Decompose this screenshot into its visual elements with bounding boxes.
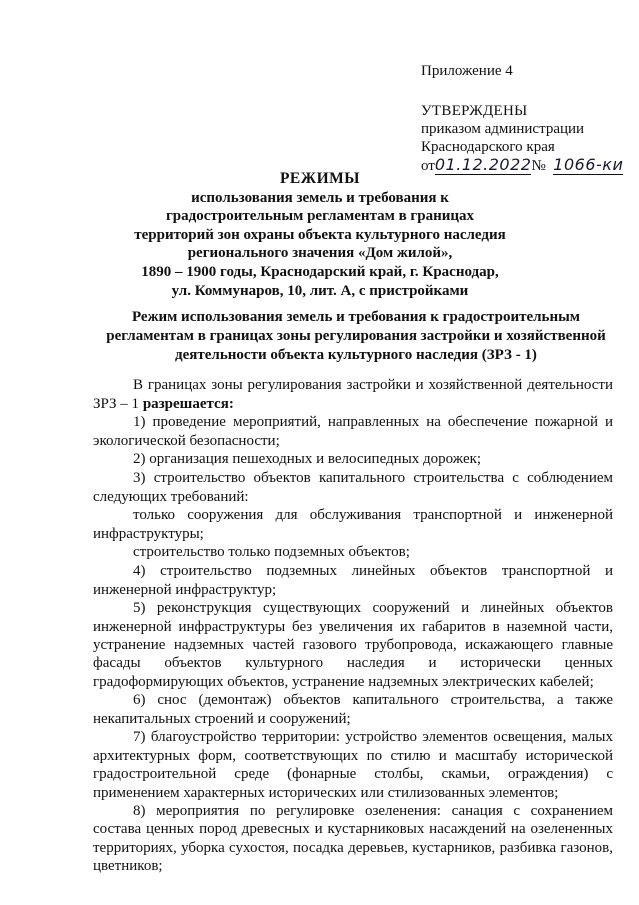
list-item: 6) снос (демонтаж) объектов капитального строительства, а также некапитальных строений и сооружений; [93, 692, 613, 727]
number-sign: № [531, 158, 546, 174]
list-item: 2) организация пешеходных и велосипедных дорожек; [133, 451, 482, 468]
order-date-handwritten: 01.12.2022 [434, 155, 532, 174]
list-item: строительство только подземных объектов; [133, 544, 410, 561]
approved-by-line-2: Краснодарского края [421, 139, 555, 155]
approval-block [421, 62, 631, 175]
list-item: только сооружения для обслуживания транспортной и инженерной инфраструктуры; [93, 507, 613, 542]
title-line: регионального значения «Дом жилой», [187, 245, 453, 262]
title-main: РЕЖИМЫ [279, 170, 361, 187]
list-item: 1) проведение мероприятий, направленных на обеспечение пожарной и экологической безопасности; [93, 414, 613, 449]
approved-by-line-1: приказом администрации [421, 121, 585, 137]
list-item: 5) реконструкция существующих сооружений и линейных объектов инженерной инфраструктуры без увеличения их габаритов в наземной части, устранение надземных частей газового трубопровода, искажающего главные фасады объектов культурного наследия и исторически ценных градоформирующих объектов, устранение надземных электрических кабелей; [93, 600, 613, 690]
section-heading-line: регламентам в границах зоны регулирования застройки и хозяйственной [106, 327, 606, 344]
document-body [93, 376, 613, 876]
approved-heading: УТВЕРЖДЕНЫ [421, 103, 528, 119]
intro-text: В границах зоны регулирования застройки и хозяйственной деятельности ЗРЗ – 1 [93, 377, 613, 412]
title-line: градостроительным регламентам в границах [165, 208, 475, 225]
intro-bold: разрешается: [142, 395, 234, 412]
list-item: 3) строительство объектов капитального строительства с соблюдением следующих требований: [93, 469, 613, 505]
order-number-handwritten: 1066-ки [553, 155, 624, 174]
list-item: 8) мероприятия по регулировке озеленения: санация с сохранением состава ценных пород древесных и кустарниковых насаждений на озелененных территориях, уборка сухостоя, посадка деревьев, кустарников, разбивка газонов, цветников; [93, 802, 613, 875]
list-item: 4) строительство подземных линейных объектов транспортной и инженерной инфраструктур; [93, 562, 613, 598]
date-prefix: от [421, 158, 435, 174]
section-heading-line: Режим использования земель и требования к градостроительным [131, 309, 581, 325]
title-line: использования земель и требования к [191, 189, 449, 206]
appendix-label: Приложение 4 [421, 63, 513, 79]
document-title [60, 170, 580, 300]
section-heading-line: деятельности объекта культурного наследия (ЗРЗ - 1) [175, 346, 537, 363]
list-item: 7) благоустройство территории: устройство элементов освещения, малых архитектурных форм, соответствующих по стилю и масштабу исторической градостроительной среде (фонарные столбы, скамьи, ограждения) с применением характерных исторических или стилизованных элементов; [93, 729, 613, 801]
title-line: ул. Коммунаров, 10, лит. А, с пристройками [171, 282, 469, 299]
title-line: территорий зон охраны объекта культурного наследия [134, 226, 506, 243]
section-heading [96, 308, 616, 364]
intro-paragraph [93, 376, 613, 413]
title-line: 1890 – 1900 годы, Краснодарский край, г. Краснодар, [141, 263, 499, 280]
